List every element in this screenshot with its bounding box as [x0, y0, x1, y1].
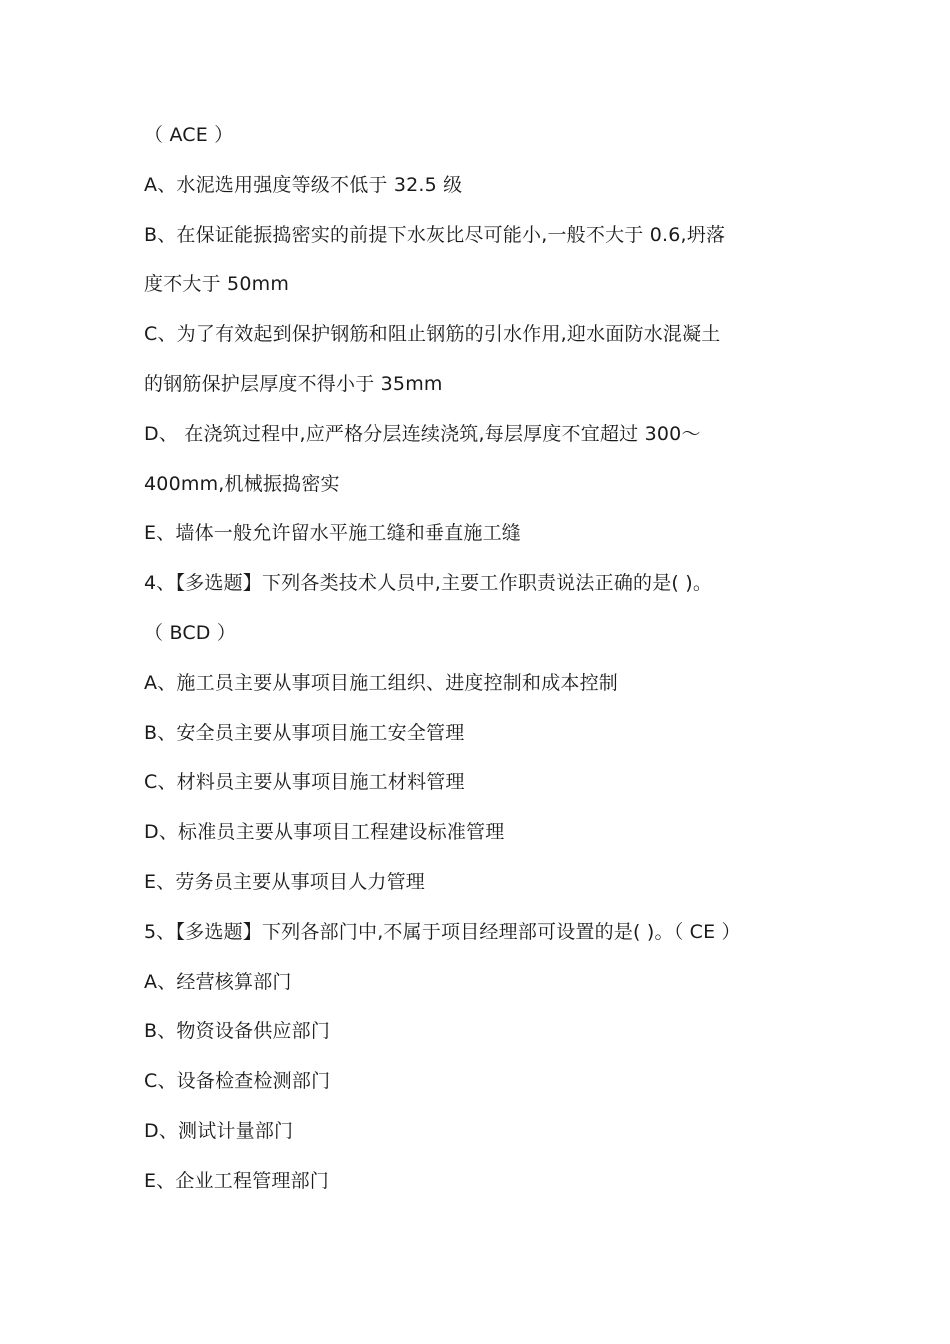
answer-q3: （ ACE ）: [144, 124, 234, 146]
option-q3-d-line1: D、 在浇筑过程中,应严格分层连续浇筑,每层厚度不宜超过 300～: [144, 422, 701, 445]
option-q3-e: E、墙体一般允许留水平施工缝和垂直施工缝: [144, 522, 522, 545]
option-q4-d: D、标准员主要从事项目工程建设标准管理: [144, 821, 505, 844]
option-q3-b-line2: 度不大于 50mm: [144, 273, 290, 296]
option-q4-a: A、施工员主要从事项目施工组织、进度控制和成本控制: [144, 671, 618, 694]
option-q3-c-line1: C、为了有效起到保护钢筋和阻止钢筋的引水作用,迎水面防水混凝土: [144, 323, 721, 346]
question-5: 5、【多选题】下列各部门中,不属于项目经理部可设置的是( )。（ CE ）: [144, 920, 741, 943]
question-4: 4、【多选题】下列各类技术人员中,主要工作职责说法正确的是( )。: [144, 572, 713, 595]
option-q5-d: D、测试计量部门: [144, 1119, 294, 1142]
option-q5-c: C、设备检查检测部门: [144, 1070, 331, 1093]
option-q5-e: E、企业工程管理部门: [144, 1169, 330, 1192]
answer-q4: （ BCD ）: [144, 621, 237, 644]
option-q3-b-line1: B、在保证能振捣密实的前提下水灰比尽可能小,一般不大于 0.6,坍落: [144, 223, 726, 246]
option-q4-e: E、劳务员主要从事项目人力管理: [144, 870, 426, 893]
document-body: [144, 111, 814, 1207]
option-q5-b: B、物资设备供应部门: [144, 1020, 331, 1043]
option-q4-c: C、材料员主要从事项目施工材料管理: [144, 771, 465, 794]
option-q4-b: B、安全员主要从事项目施工安全管理: [144, 721, 465, 744]
option-q3-a: A、水泥选用强度等级不低于 32.5 级: [144, 173, 463, 196]
option-q3-c-line2: 的钢筋保护层厚度不得小于 35mm: [144, 372, 443, 395]
option-q5-a: A、经营核算部门: [144, 970, 292, 993]
option-q3-d-line2: 400mm,机械振捣密实: [144, 472, 340, 495]
